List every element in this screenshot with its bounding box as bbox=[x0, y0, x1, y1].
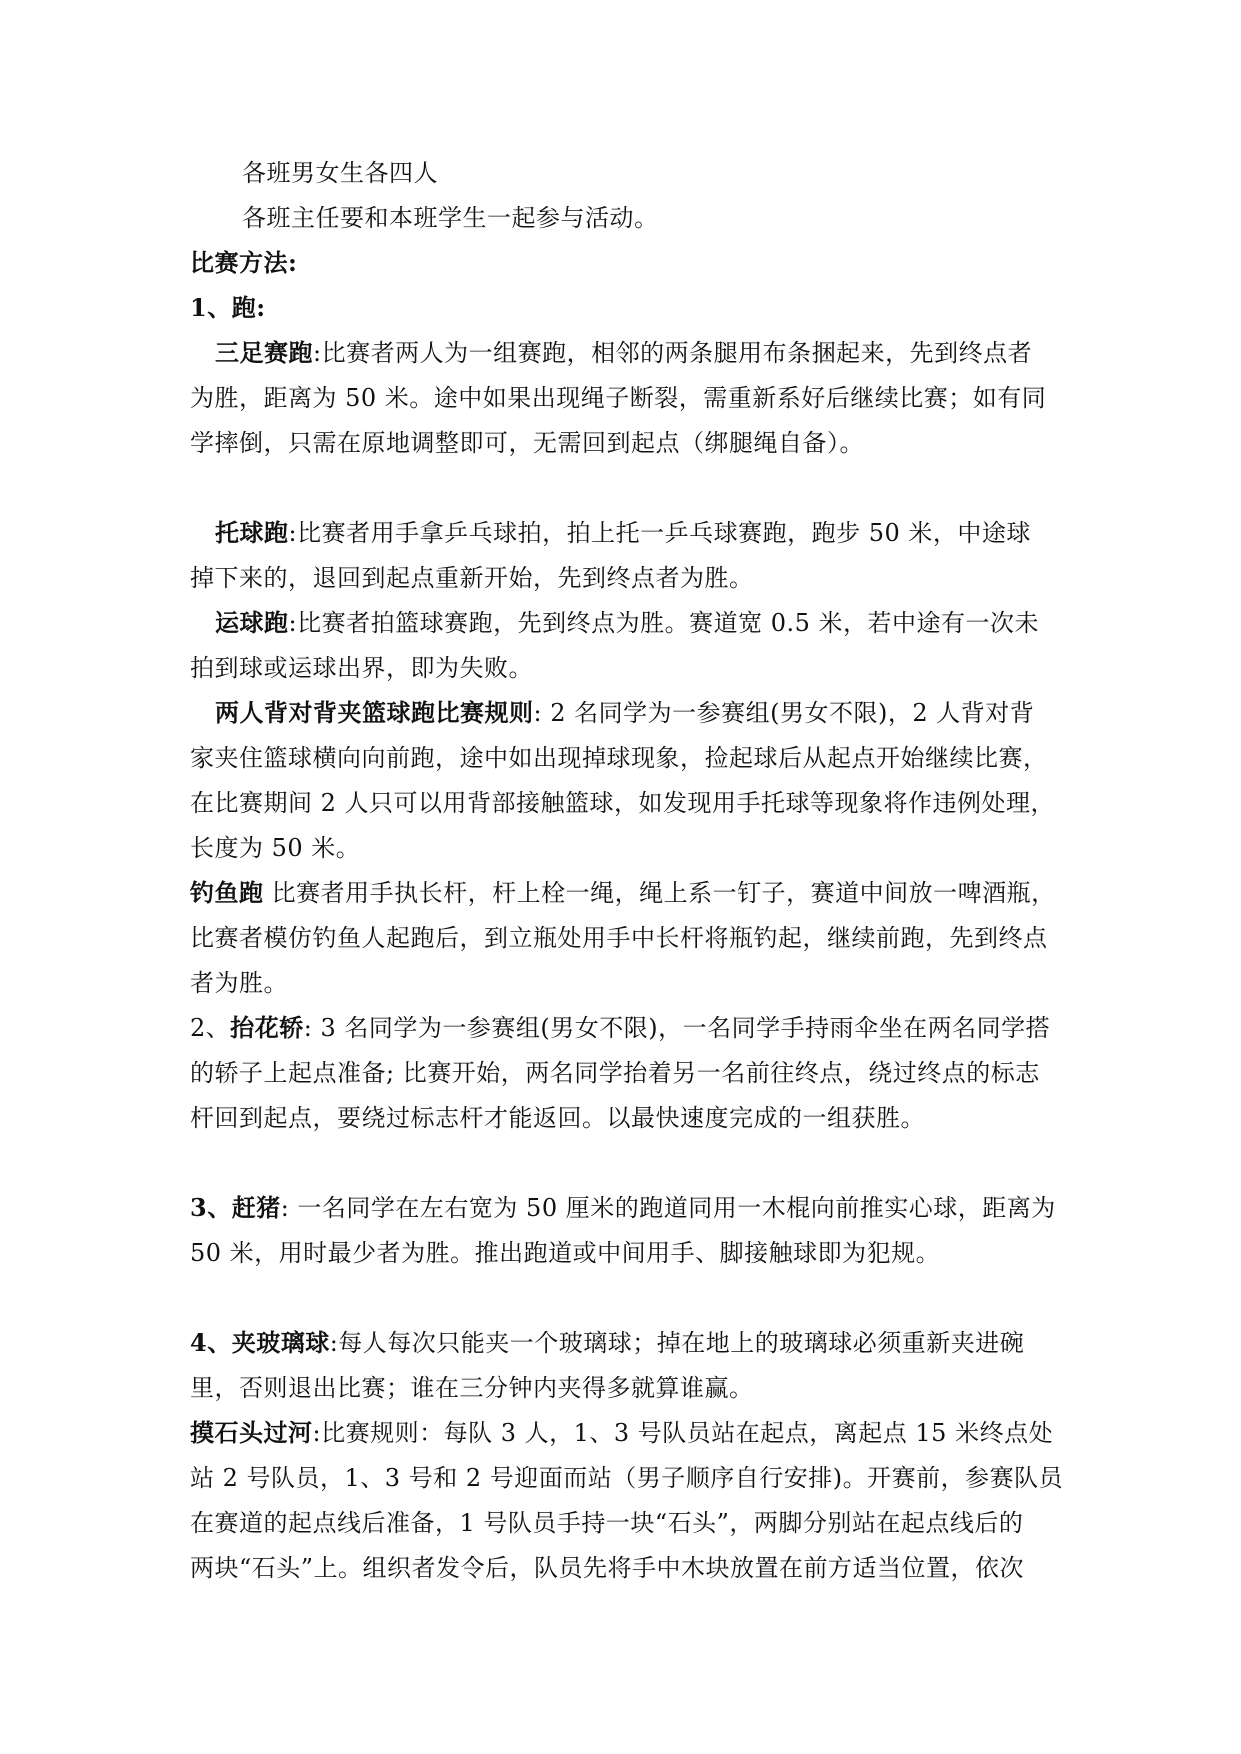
taihuajiao-text-2: 的轿子上起点准备; 比赛开始，两名同学抬着另一名前往终点，绕过终点的标志 bbox=[190, 1059, 1040, 1087]
participants-line bbox=[242, 158, 1112, 188]
beidui-line-4 bbox=[190, 833, 1060, 863]
teacher-line bbox=[242, 203, 1112, 233]
moshitou-text-3: 在赛道的起点线后准备，1 号队员手持一块“石头”，两脚分别站在起点线后的 bbox=[190, 1509, 1024, 1537]
yunqiu-line-1 bbox=[215, 608, 1085, 638]
teacher-text: 各班主任要和本班学生一起参与活动。 bbox=[242, 204, 659, 232]
taihuajiao-title: 抬花轿 bbox=[230, 1013, 304, 1042]
taihuajiao-prefix: 2、 bbox=[190, 1014, 231, 1042]
sanzu-text-1: :比赛者两人为一组赛跑，相邻的两条腿用布条捆起来，先到终点者 bbox=[313, 339, 1033, 367]
yunqiu-text-1: :比赛者拍篮球赛跑，先到终点为胜。赛道宽 0.5 米，若中途有一次未 bbox=[288, 609, 1040, 637]
sanzu-line-1 bbox=[215, 338, 1085, 368]
tuoqiu-text-2: 掉下来的，退回到起点重新开始，先到终点者为胜。 bbox=[190, 564, 754, 592]
taihuajiao-text-3: 杆回到起点，要绕过标志杆才能返回。以最快速度完成的一组获胜。 bbox=[190, 1104, 925, 1132]
diaoyu-line-3 bbox=[190, 968, 1060, 998]
moshitou-text-1: :比赛规则：每队 3 人，1、3 号队员站在起点，离起点 15 米终点处 bbox=[312, 1419, 1054, 1447]
jiaboli-line-1 bbox=[190, 1328, 1060, 1358]
taihuajiao-line-3 bbox=[190, 1103, 1060, 1133]
moshitou-line-3 bbox=[190, 1508, 1060, 1538]
moshitou-line-2 bbox=[190, 1463, 1064, 1493]
method-heading-text: 比赛方法: bbox=[190, 248, 298, 277]
sanzu-text-2: 为胜，距离为 50 米。途中如果出现绳子断裂，需重新系好后继续比赛；如有同 bbox=[190, 384, 1047, 412]
beidui-text-2: 家夹住篮球横向向前跑，途中如出现掉球现象，捡起球后从起点开始继续比赛， bbox=[190, 744, 1048, 772]
taihuajiao-text-1: : 3 名同学为一参赛组(男女不限)，一名同学手持雨伞坐在两名同学搭 bbox=[303, 1014, 1051, 1042]
participants-text: 各班男女生各四人 bbox=[242, 159, 438, 187]
yunqiu-line-2 bbox=[190, 653, 1060, 683]
jiaboli-text-1: :每人每次只能夹一个玻璃球；掉在地上的玻璃球必须重新夹进碗 bbox=[329, 1329, 1025, 1357]
beidui-line-2 bbox=[190, 743, 1060, 773]
jiaboli-text-2: 里，否则退出比赛；谁在三分钟内夹得多就算谁赢。 bbox=[190, 1374, 754, 1402]
ganzhu-line-1 bbox=[190, 1193, 1060, 1223]
jiaboli-line-2 bbox=[190, 1373, 1060, 1403]
beidui-line-1 bbox=[215, 698, 1085, 728]
jiaboli-title: 4、夹玻璃球 bbox=[190, 1328, 330, 1357]
moshitou-line-4 bbox=[190, 1553, 1060, 1583]
sanzu-line-3 bbox=[190, 428, 1060, 458]
sanzu-text-3: 学摔倒，只需在原地调整即可，无需回到起点（绑腿绳自备）。 bbox=[190, 429, 864, 457]
diaoyu-text-1: 比赛者用手执长杆，杆上栓一绳，绳上系一钉子，赛道中间放一啤酒瓶， bbox=[263, 879, 1056, 907]
diaoyu-title: 钓鱼跑 bbox=[190, 878, 264, 907]
ganzhu-text-1: : 一名同学在左右宽为 50 厘米的跑道同用一木棍向前推实心球，距离为 bbox=[280, 1194, 1056, 1222]
taihuajiao-line-1 bbox=[190, 1013, 1060, 1043]
yunqiu-title: 运球跑 bbox=[215, 608, 289, 637]
moshitou-title: 摸石头过河 bbox=[190, 1418, 313, 1447]
beidui-text-4: 长度为 50 米。 bbox=[190, 834, 361, 862]
moshitou-text-2: 站 2 号队员，1、3 号和 2 号迎面而站（男子顺序自行安排)。开赛前，参赛队员 bbox=[190, 1464, 1064, 1492]
ganzhu-title: 3、赶猪 bbox=[190, 1193, 281, 1222]
beidui-title: 两人背对背夹篮球跑比赛规则 bbox=[215, 698, 534, 727]
item1-heading bbox=[190, 293, 1060, 323]
diaoyu-line-1 bbox=[190, 878, 1060, 908]
diaoyu-text-2: 比赛者模仿钓鱼人起跑后，到立瓶处用手中长杆将瓶钓起，继续前跑，先到终点 bbox=[190, 924, 1048, 952]
beidui-text-3: 在比赛期间 2 人只可以用背部接触篮球，如发现用手托球等现象将作违例处理， bbox=[190, 789, 1056, 817]
sanzu-line-2 bbox=[190, 383, 1060, 413]
ganzhu-line-2 bbox=[190, 1238, 1060, 1268]
yunqiu-text-2: 拍到球或运球出界，即为失败。 bbox=[190, 654, 533, 682]
beidui-text-1: : 2 名同学为一参赛组(男女不限)，2 人背对背 bbox=[533, 699, 1035, 727]
ganzhu-text-2: 50 米，用时最少者为胜。推出跑道或中间用手、脚接触球即为犯规。 bbox=[190, 1239, 941, 1267]
method-heading bbox=[190, 248, 1060, 278]
tuoqiu-line-1 bbox=[215, 518, 1085, 548]
diaoyu-text-3: 者为胜。 bbox=[190, 969, 288, 997]
tuoqiu-title: 托球跑 bbox=[215, 518, 289, 547]
tuoqiu-line-2 bbox=[190, 563, 1060, 593]
sanzu-title: 三足赛跑 bbox=[215, 338, 313, 367]
beidui-line-3 bbox=[190, 788, 1060, 818]
taihuajiao-line-2 bbox=[190, 1058, 1060, 1088]
moshitou-text-4: 两块“石头”上。组织者发令后，队员先将手中木块放置在前方适当位置，依次 bbox=[190, 1554, 1025, 1582]
diaoyu-line-2 bbox=[190, 923, 1060, 953]
item1-heading-text: 1、跑: bbox=[190, 293, 266, 322]
moshitou-line-1 bbox=[190, 1418, 1060, 1448]
tuoqiu-text-1: :比赛者用手拿乒乓球拍，拍上托一乒乓球赛跑，跑步 50 米，中途球 bbox=[288, 519, 1031, 547]
